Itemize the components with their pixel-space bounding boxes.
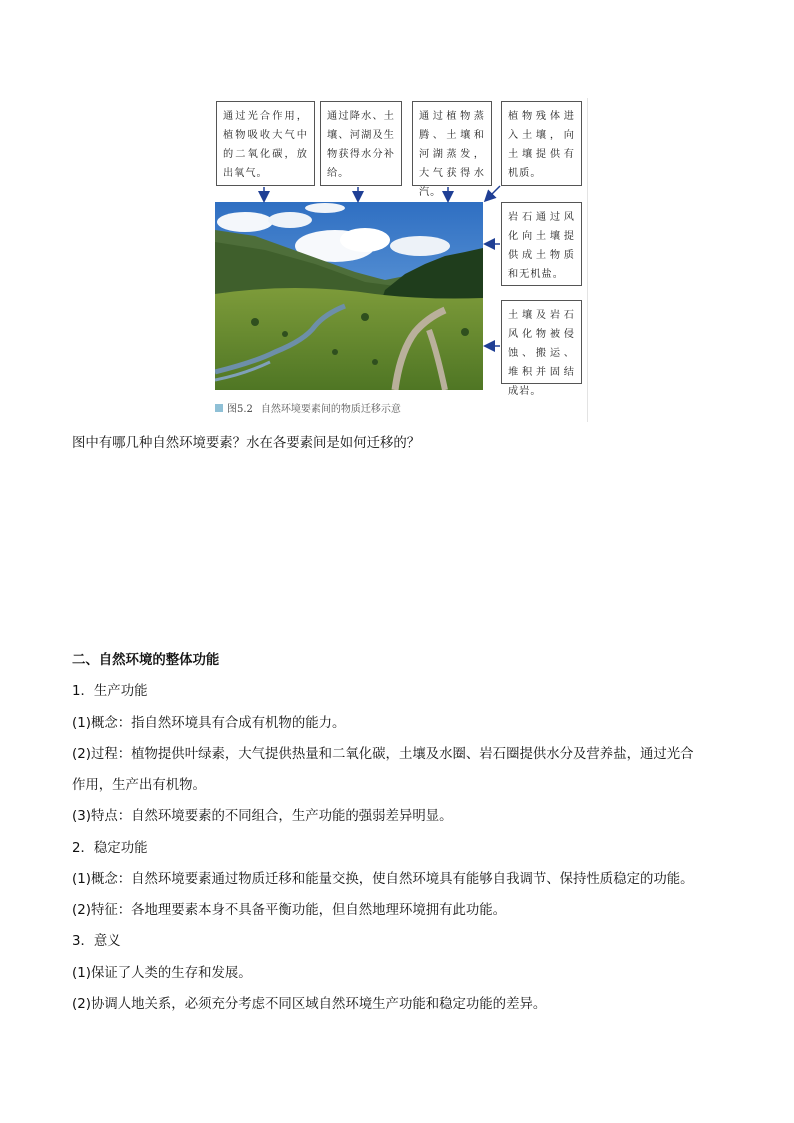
- caption-title: 自然环境要素间的物质迁移示意: [260, 404, 401, 415]
- production-feature: (3)特点：自然环境要素的不同组合，生产功能的强弱差异明显。: [72, 809, 453, 824]
- figure-box-evaporation: 通过植物蒸腾、土壤和河湖蒸发，大气获得水汽。: [412, 101, 492, 186]
- subheading-significance: 3．意义: [72, 934, 121, 949]
- figure-box-weathering: 岩石通过风化向土壤提供成土物质和无机盐。: [501, 202, 582, 286]
- stability-feature: (2)特征：各地理要素本身不具备平衡功能，但自然地理环境拥有此功能。: [72, 903, 507, 918]
- figure-box-organic-matter: 植物残体进入土壤，向土壤提供有机质。: [501, 101, 582, 186]
- production-concept: (1)概念：指自然环境具有合成有机物的能力。: [72, 716, 346, 731]
- subheading-stability: 2．稳定功能: [72, 841, 148, 856]
- landscape-photo: [215, 202, 483, 390]
- section-heading: 二、自然环境的整体功能: [72, 653, 220, 668]
- figure-box-precipitation: 通过降水、土壤、河湖及生物获得水分补给。: [320, 101, 402, 186]
- figure-border: [587, 98, 588, 422]
- question-text: 图中有哪几种自然环境要素？水在各要素间是如何迁移的？: [72, 436, 421, 451]
- figure-box-erosion: 土壤及岩石风化物被侵蚀、搬运、堆积并固结成岩。: [501, 300, 582, 384]
- subheading-production: 1．生产功能: [72, 684, 148, 699]
- production-process-line2: 作用，生产出有机物。: [72, 778, 206, 793]
- caption-marker-icon: [215, 404, 223, 412]
- arrow-organic-matter: [486, 186, 500, 200]
- significance-1: (1)保证了人类的生存和发展。: [72, 966, 252, 981]
- significance-2: (2)协调人地关系，必须充分考虑不同区域自然环境生产功能和稳定功能的差异。: [72, 997, 547, 1012]
- production-process-line1: (2)过程：植物提供叶绿素，大气提供热量和二氧化碳，土壤及水圈、岩石圈提供水分及营养盐，通过光合: [72, 747, 694, 762]
- caption-number: 图5.2: [227, 404, 253, 415]
- figure-box-photosynthesis: 通过光合作用，植物吸收大气中的二氧化碳，放出氧气。: [216, 101, 315, 186]
- figure-caption: [215, 400, 401, 415]
- stability-concept: (1)概念：自然环境要素通过物质迁移和能量交换，使自然环境具有能够自我调节、保持性质稳定的功能。: [72, 872, 694, 887]
